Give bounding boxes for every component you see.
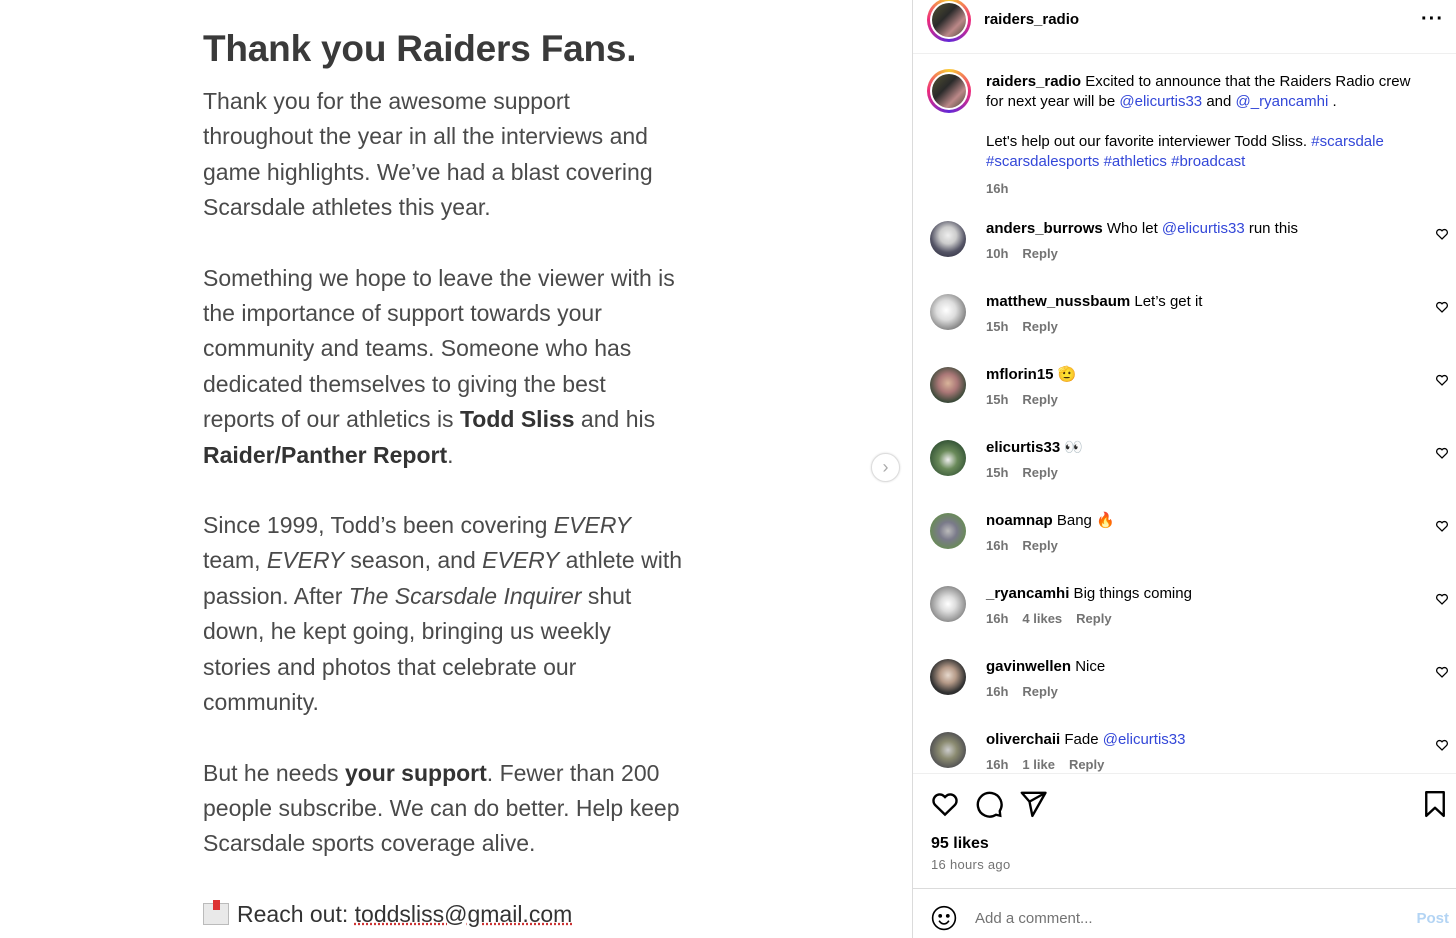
commenter-username[interactable]: noamnap: [986, 512, 1053, 529]
p2-period: .: [447, 441, 454, 468]
comment-row: [913, 436, 1456, 496]
slide-paragraph-2: [203, 261, 683, 473]
p3-inquirer: The Scarsdale Inquirer: [348, 582, 582, 609]
caption-time: 16h: [986, 181, 1009, 196]
caption-mention-1[interactable]: @elicurtis33: [1119, 93, 1203, 110]
author-avatar[interactable]: [927, 0, 971, 42]
chevron-right-icon: ›: [882, 457, 889, 477]
comment-time: 16h: [986, 757, 1009, 772]
likes-count[interactable]: 95 likes: [931, 835, 989, 852]
p3-every-3: EVERY: [482, 547, 560, 574]
like-heart-icon[interactable]: [930, 789, 960, 819]
commenter-avatar[interactable]: [930, 659, 966, 695]
comment-row: [913, 582, 1456, 642]
p2-bold-name: Todd Sliss: [459, 406, 575, 433]
commenter-username[interactable]: oliverchaii: [986, 731, 1061, 748]
p3-text-c: season, and: [344, 547, 483, 574]
slide-title: Thank you Raiders Fans.: [203, 28, 637, 69]
post-detail-panel: [912, 0, 1456, 938]
caption-avatar[interactable]: [927, 69, 971, 113]
comment-row: [913, 655, 1456, 715]
comment-meta: [986, 757, 1118, 772]
reply-button[interactable]: Reply: [1022, 392, 1058, 407]
comment-likes[interactable]: 4 likes: [1022, 611, 1063, 626]
caption-body-b: and: [1202, 93, 1236, 110]
more-options-icon[interactable]: ···: [1421, 8, 1444, 30]
comment-body-after: run this: [1244, 220, 1299, 237]
caption-line-2: Let's help out our favorite interviewer Todd Sliss.: [986, 133, 1312, 150]
comment-body: Fade: [1060, 731, 1103, 748]
comment-like-heart-icon[interactable]: [1435, 446, 1449, 460]
comment-body: Bang 🔥: [1052, 512, 1115, 529]
hashtag-broadcast[interactable]: #broadcast: [1171, 153, 1246, 170]
commenter-avatar[interactable]: [930, 221, 966, 257]
commenter-avatar[interactable]: [930, 732, 966, 768]
post-comment-button[interactable]: Post: [1416, 910, 1449, 927]
hashtag-athletics[interactable]: #athletics: [1103, 153, 1167, 170]
comment-text: [986, 584, 1192, 604]
p3-text-b: team,: [203, 547, 267, 574]
caption-body-a: Excited to announce that the Raiders Radio crew for next year will be: [986, 73, 1411, 110]
p3-every-2: EVERY: [266, 547, 345, 574]
comment-body: Who let: [1102, 220, 1162, 237]
p4-text-c: . Fewer than 200 people subscribe. We can do better. Help keep Scarsdale sports coverage alive.: [203, 759, 680, 857]
slide-paragraph-1: Thank you for the awesome support throughout the year in all the interviews and game highlights. We’ve had a blast covering Scarsdale athletes this year.: [203, 88, 653, 221]
comment-text: [986, 365, 1076, 385]
p3-text-d: athlete with passion. After: [203, 547, 683, 609]
caption-body-c: .: [1328, 93, 1337, 110]
post-slide: [203, 28, 683, 932]
p3-every-1: EVERY: [553, 512, 631, 539]
comment-body: Big things coming: [1069, 585, 1192, 602]
comment-like-heart-icon[interactable]: [1435, 227, 1449, 241]
commenter-avatar[interactable]: [930, 440, 966, 476]
post-actions: [913, 773, 1456, 888]
slide-paragraph-4: [203, 756, 683, 862]
comment-meta: [986, 465, 1072, 480]
comment-input[interactable]: [975, 905, 1375, 931]
comment-body: 👀: [1060, 439, 1084, 456]
post-time: 16 hours ago: [931, 857, 1011, 872]
p3-text-a: Since 1999, Todd’s been covering: [203, 512, 554, 539]
reply-button[interactable]: Reply: [1022, 246, 1058, 261]
comment-like-heart-icon[interactable]: [1435, 300, 1449, 314]
save-bookmark-icon[interactable]: [1420, 789, 1450, 819]
caption-mention-2[interactable]: @_ryancamhi: [1235, 93, 1329, 110]
comment-meta: [986, 246, 1072, 261]
p3-text-e: shut down, he kept going, bringing us weekly stories and photos that celebrate our community.: [203, 582, 632, 716]
commenter-username[interactable]: matthew_nussbaum: [986, 293, 1131, 310]
slide-paragraph-3: [203, 508, 683, 720]
commenter-username[interactable]: elicurtis33: [986, 439, 1061, 456]
comment-icon[interactable]: [974, 789, 1004, 819]
comment-mention[interactable]: @elicurtis33: [1161, 220, 1245, 237]
comment-text: [986, 292, 1202, 312]
reach-email: toddsliss@gmail.com: [354, 900, 573, 927]
comment-like-heart-icon[interactable]: [1435, 373, 1449, 387]
p2-text: Something we hope to leave the viewer with is the importance of support towards your community and teams. Someone who has dedicated themselves to giving the best reports of our athletics is: [203, 264, 675, 433]
comment-mention[interactable]: @elicurtis33: [1102, 731, 1186, 748]
comment-time: 15h: [986, 465, 1009, 480]
hashtag-scarsdale[interactable]: #scarsdale: [1311, 133, 1384, 150]
comment-time: 15h: [986, 319, 1009, 334]
author-username[interactable]: raiders_radio: [984, 11, 1080, 28]
comment-likes[interactable]: 1 like: [1022, 757, 1055, 772]
comment-row: [913, 509, 1456, 569]
reach-label: Reach out:: [237, 900, 355, 927]
commenter-username[interactable]: mflorin15: [986, 366, 1054, 383]
comment-text: [986, 511, 1115, 531]
add-comment-bar: [913, 888, 1456, 938]
comment-like-heart-icon[interactable]: [1435, 738, 1449, 752]
emoji-icon[interactable]: [931, 905, 957, 931]
hashtag-scarsdalesports[interactable]: #scarsdalesports: [986, 153, 1100, 170]
comment-row: [913, 728, 1456, 772]
commenter-avatar[interactable]: [930, 294, 966, 330]
commenter-avatar[interactable]: [930, 586, 966, 622]
comment-text: [986, 219, 1298, 239]
comment-like-heart-icon[interactable]: [1435, 665, 1449, 679]
comment-row: [913, 217, 1456, 277]
comment-like-heart-icon[interactable]: [1435, 519, 1449, 533]
comment-meta: [986, 319, 1072, 334]
p2-bold-report: Raider/Panther Report: [203, 441, 448, 468]
caption-username[interactable]: raiders_radio: [986, 73, 1082, 90]
comment-meta: [986, 684, 1072, 699]
p4-bold: your support: [344, 759, 487, 786]
comment-body: Let’s get it: [1130, 293, 1203, 310]
comment-time: 16h: [986, 684, 1009, 699]
reply-button[interactable]: Reply: [1022, 319, 1058, 334]
comments-section[interactable]: [913, 55, 1456, 772]
commenter-username[interactable]: gavinwellen: [986, 658, 1072, 675]
comment-text: [986, 438, 1083, 458]
p4-text-a: But he needs: [203, 759, 345, 786]
commenter-username[interactable]: anders_burrows: [986, 220, 1103, 237]
reply-button[interactable]: Reply: [1022, 684, 1058, 699]
comment-body: Nice: [1071, 658, 1106, 675]
comment-time: 10h: [986, 246, 1009, 261]
comment-row: [913, 363, 1456, 423]
reply-button[interactable]: Reply: [1022, 538, 1058, 553]
comment-body: 🫡: [1053, 366, 1077, 383]
reply-button[interactable]: Reply: [1022, 465, 1058, 480]
caption-text: [986, 72, 1426, 199]
comment-time: 16h: [986, 538, 1009, 553]
commenter-avatar[interactable]: [930, 513, 966, 549]
comment-like-heart-icon[interactable]: [1435, 592, 1449, 606]
share-icon[interactable]: [1018, 789, 1048, 819]
p2-text-2: and his: [574, 406, 656, 433]
comment-time: 16h: [986, 611, 1009, 626]
comment-row: [913, 290, 1456, 350]
next-slide-button[interactable]: [871, 453, 900, 482]
commenter-username[interactable]: _ryancamhi: [986, 585, 1070, 602]
comment-text: [986, 657, 1105, 677]
comment-meta: [986, 538, 1072, 553]
comment-meta: [986, 392, 1072, 407]
slide-reach-out: [203, 897, 683, 932]
reply-button[interactable]: Reply: [1076, 611, 1112, 626]
reply-button[interactable]: Reply: [1068, 757, 1105, 772]
comment-time: 15h: [986, 392, 1009, 407]
comment-text: [986, 730, 1186, 750]
post-header: [913, 0, 1456, 54]
envelope-icon: [203, 903, 229, 925]
comment-meta: [986, 611, 1126, 626]
commenter-avatar[interactable]: [930, 367, 966, 403]
